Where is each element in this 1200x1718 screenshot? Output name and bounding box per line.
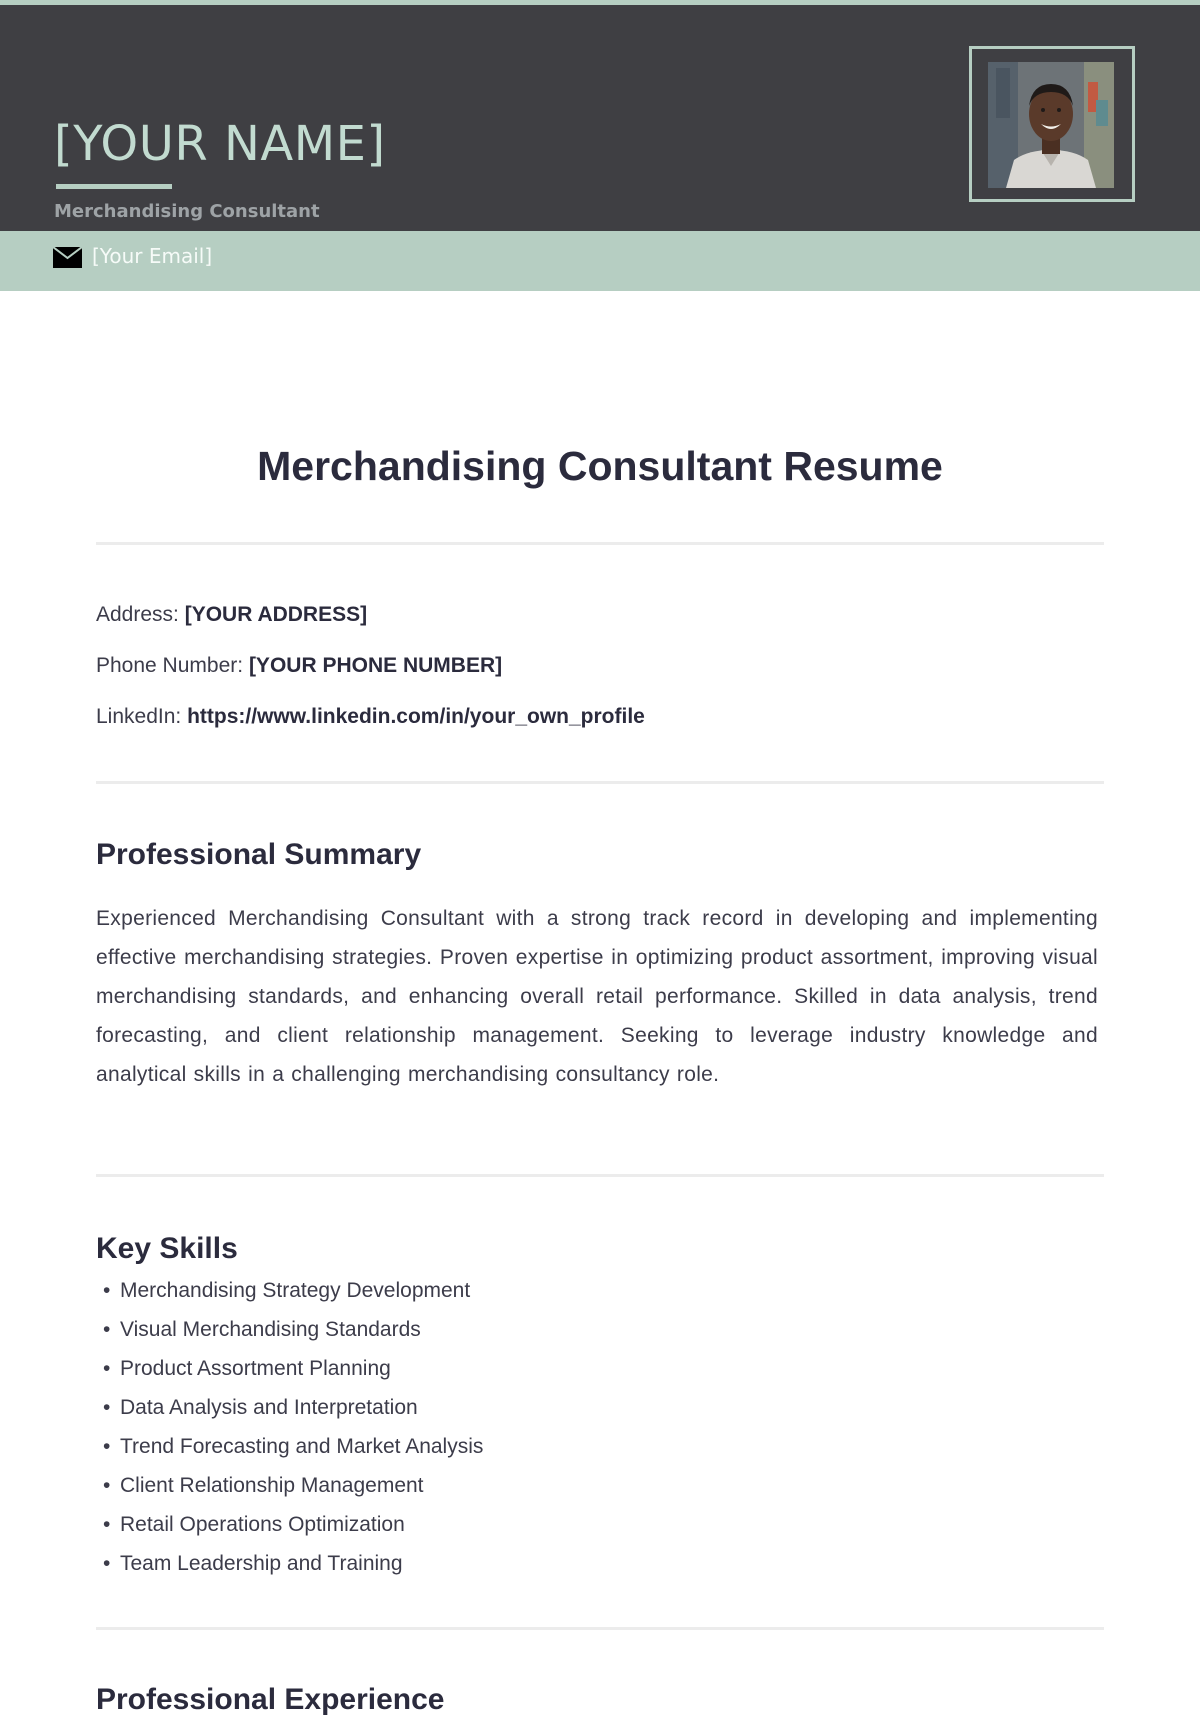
skill-item: • Merchandising Strategy Development	[103, 1271, 483, 1310]
skill-item: • Retail Operations Optimization	[103, 1505, 483, 1544]
address-label: Address:	[96, 603, 179, 626]
linkedin-label: LinkedIn:	[96, 705, 182, 728]
address-line	[96, 602, 367, 627]
header-contact-bar	[0, 231, 1200, 291]
skill-item: • Team Leadership and Training	[103, 1544, 483, 1583]
linkedin-line	[96, 704, 645, 729]
summary-heading: Professional Summary	[96, 838, 422, 871]
skill-item: • Data Analysis and Interpretation	[103, 1388, 483, 1427]
skills-heading: Key Skills	[96, 1232, 238, 1265]
phone-value: [YOUR PHONE NUMBER]	[248, 654, 503, 677]
divider	[96, 1174, 1104, 1177]
email-link[interactable]: [Your Email]	[92, 244, 213, 268]
skill-item: • Trend Forecasting and Market Analysis	[103, 1427, 483, 1466]
phone-label: Phone Number:	[96, 654, 244, 677]
phone-line	[96, 653, 502, 678]
portrait-photo-icon	[988, 62, 1114, 188]
candidate-job-title: Merchandising Consultant	[54, 201, 320, 222]
photo-frame	[969, 46, 1135, 202]
profile-photo	[988, 62, 1114, 188]
linkedin-link[interactable]: https://www.linkedin.com/in/your_own_profile	[187, 705, 645, 728]
skill-item: • Product Assortment Planning	[103, 1349, 483, 1388]
name-underline	[56, 184, 172, 189]
summary-text: Experienced Merchandising Consultant with a strong track record in developing and implementing effective merchandising strategies. Proven expertise in optimizing product assortment, improving visual merchandising standards, and enhancing overall retail performance. Skilled in data analysis, trend forecasting, and client relationship management. Seeking to leverage industry knowledge and analytical skills in a challenging merchandising consultancy role.	[96, 907, 1098, 1086]
skills-list	[103, 1271, 483, 1583]
skill-item: • Client Relationship Management	[103, 1466, 483, 1505]
document-title: Merchandising Consultant Resume	[257, 443, 943, 489]
address-value: [YOUR ADDRESS]	[184, 603, 368, 626]
divider	[96, 781, 1104, 784]
skill-item: • Visual Merchandising Standards	[103, 1310, 483, 1349]
divider	[96, 1627, 1104, 1630]
envelope-icon	[53, 247, 82, 268]
divider	[96, 542, 1104, 545]
resume-header	[0, 5, 1200, 231]
candidate-name: [YOUR NAME]	[54, 116, 386, 172]
experience-heading: Professional Experience	[96, 1683, 445, 1716]
